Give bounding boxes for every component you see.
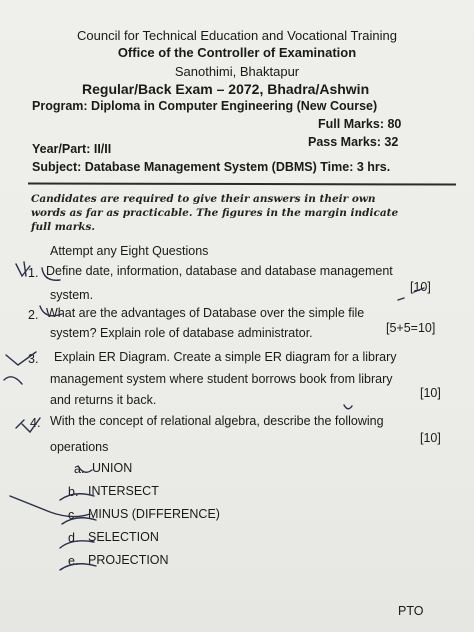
question-1-number: 1. [28, 266, 39, 280]
exam-title: Regular/Back Exam – 2072, Bhadra/Ashwin [82, 81, 370, 97]
subitem-a-text: UNION [92, 461, 133, 475]
question-3-number: 3. [28, 352, 39, 366]
question-4-line-1: With the concept of relational algebra, describe the following [50, 414, 384, 428]
program-line: Program: Diploma in Computer Engineering (New Course) [32, 99, 378, 113]
question-1-marks: [10] [410, 280, 431, 294]
question-2-line-2: system? Explain role of database administrator. [50, 326, 313, 340]
pass-marks: Pass Marks: 32 [308, 135, 399, 149]
subitem-a-label: a. [74, 462, 85, 476]
subitem-d-label: d. [68, 531, 79, 545]
question-3-line-2: management system where student borrows book from library [50, 372, 393, 386]
pto-footer: PTO [398, 604, 424, 618]
question-3-line-3: and returns it back. [50, 393, 157, 407]
question-4-line-2: operations [50, 440, 109, 454]
council-name: Council for Technical Education and Vocational Training [77, 28, 397, 43]
question-4-number: 4. [30, 416, 41, 430]
question-3-line-1: Explain ER Diagram. Create a simple ER diagram for a library [54, 350, 397, 364]
instruction-line-1: Candidates are required to give their answers in their own [31, 193, 376, 205]
subitem-e-text: PROJECTION [88, 553, 169, 567]
subitem-c-label: c. [68, 508, 78, 522]
subitem-c-text: MINUS (DIFFERENCE) [88, 507, 220, 521]
question-2-number: 2. [28, 308, 39, 322]
instruction-line-3: full marks. [31, 221, 96, 233]
question-2-line-1: What are the advantages of Database over the simple file [46, 306, 365, 320]
question-4-marks: [10] [420, 431, 441, 445]
question-1-line-2: system. [50, 288, 94, 302]
year-part: Year/Part: II/II [32, 142, 112, 156]
full-marks: Full Marks: 80 [318, 117, 402, 131]
office-name: Office of the Controller of Examination [117, 45, 357, 60]
attempt-instruction: Attempt any Eight Questions [50, 244, 209, 258]
instruction-line-2: words as far as practicable. The figures in the margin indicate [31, 207, 399, 219]
question-1-line-1: Define date, information, database and database management [46, 264, 393, 278]
question-3-marks: [10] [420, 386, 441, 400]
subitem-d-text: SELECTION [88, 530, 159, 544]
subitem-e-label: e. [68, 554, 79, 568]
subitem-b-label: b. [68, 485, 79, 499]
location: Sanothimi, Bhaktapur [174, 64, 300, 79]
subject-line: Subject: Database Management System (DBMS) Time: 3 hrs. [32, 160, 391, 174]
question-2-marks: [5+5=10] [386, 321, 436, 335]
subitem-b-text: INTERSECT [88, 484, 159, 498]
